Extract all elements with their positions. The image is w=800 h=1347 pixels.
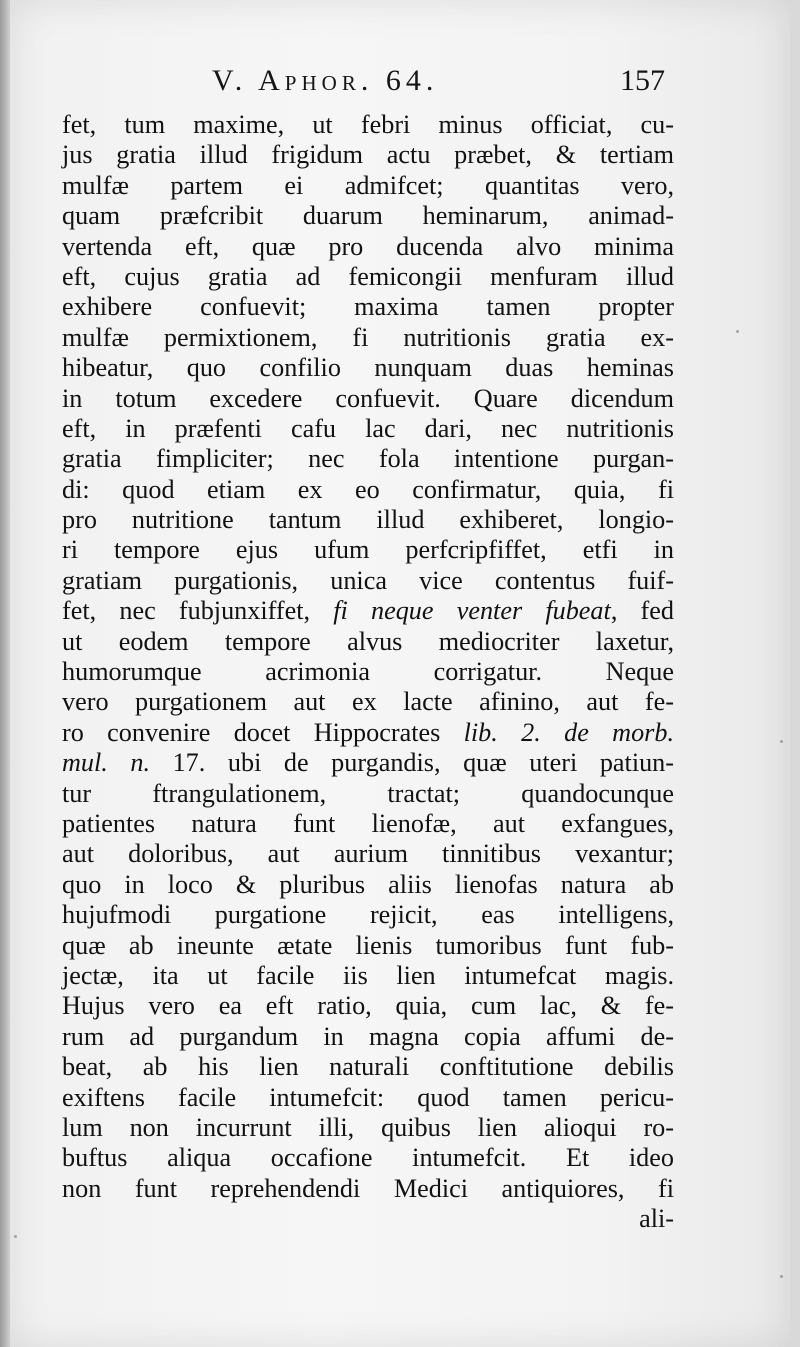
text-line bbox=[62, 110, 674, 140]
text-line bbox=[62, 839, 674, 869]
text-segment: di: quod etiam ex eo confirmatur, quia, fi bbox=[62, 474, 674, 504]
paper-speck bbox=[736, 330, 739, 333]
text-line bbox=[62, 414, 674, 444]
text-segment: gratiam purgationis, unica vice contentus fuif- bbox=[62, 565, 674, 595]
text-line bbox=[62, 1052, 674, 1082]
paper-speck bbox=[780, 740, 783, 743]
text-line bbox=[62, 1143, 674, 1173]
text-segment: pro nutritione tantum illud exhiberet, longio- bbox=[62, 505, 674, 535]
page-number: 157 bbox=[620, 64, 665, 97]
text-segment: quæ ab ineunte ætate lienis tumoribus funt fub- bbox=[62, 930, 674, 960]
text-segment: fet, tum maxime, ut febri minus officiat, cu- bbox=[62, 110, 674, 139]
text-line bbox=[62, 201, 674, 231]
paper-speck bbox=[14, 1235, 17, 1238]
text-line bbox=[62, 1113, 674, 1143]
text-segment: tur ftrangulationem, tractat; quandocunque bbox=[62, 778, 674, 808]
text-line bbox=[62, 961, 674, 991]
text-segment: eft, in præfenti cafu lac dari, nec nutritionis bbox=[62, 413, 674, 443]
text-segment: gratia fimpliciter; nec fola intentione purgan- bbox=[62, 444, 674, 474]
text-line bbox=[62, 384, 674, 414]
body-text bbox=[62, 110, 674, 1234]
text-segment: mulfæ permixtionem, fi nutritionis gratia ex- bbox=[62, 322, 674, 352]
text-segment: beat, ab his lien naturali conftitutione debilis bbox=[62, 1052, 674, 1082]
text-line bbox=[62, 171, 674, 201]
text-segment: 17. ubi de purgandis, quæ uteri patiun- bbox=[150, 748, 675, 778]
paper-speck bbox=[780, 1275, 783, 1278]
text-segment: Hujus vero ea eft ratio, quia, cum lac, & fe- bbox=[62, 991, 674, 1021]
text-segment: jectæ, ita ut facile iis lien intumefcat magis. bbox=[62, 960, 674, 990]
text-line bbox=[62, 1204, 674, 1234]
text-line bbox=[62, 931, 674, 961]
text-line bbox=[62, 991, 674, 1021]
text-line bbox=[62, 444, 674, 474]
text-segment: fet, nec fubjunxiffet, bbox=[62, 596, 334, 626]
text-segment: vero purgationem aut ex lacte afinino, aut fe- bbox=[62, 687, 674, 717]
text-segment: exhibere confuevit; maxima tamen propter bbox=[62, 292, 674, 322]
text-segment: quo in loco & pluribus aliis lienofas natura ab bbox=[62, 869, 674, 899]
text-line bbox=[62, 748, 674, 778]
text-segment: hibeatur, quo confilio nunquam duas heminas bbox=[62, 353, 674, 383]
text-segment: mulfæ partem ei admifcet; quantitas vero, bbox=[62, 170, 674, 200]
text-line bbox=[62, 657, 674, 687]
text-segment: eft, cujus gratia ad femicongii menfuram illud bbox=[62, 261, 674, 291]
text-segment: hujufmodi purgatione rejicit, eas intelligens, bbox=[62, 900, 674, 930]
text-segment: ali- bbox=[639, 1204, 674, 1234]
text-line bbox=[62, 535, 674, 565]
text-line bbox=[62, 870, 674, 900]
text-segment: exiftens facile intumefcit: quod tamen pericu- bbox=[62, 1082, 674, 1112]
text-line bbox=[62, 353, 674, 383]
text-segment: vertenda eft, quæ pro ducenda alvo minima bbox=[62, 231, 674, 261]
text-line bbox=[62, 475, 674, 505]
text-line bbox=[62, 323, 674, 353]
text-line bbox=[62, 232, 674, 262]
italic-citation: mul. n. bbox=[62, 748, 151, 778]
text-line bbox=[62, 809, 674, 839]
text-line bbox=[62, 1022, 674, 1052]
text-segment: in totum excedere confuevit. Quare dicendum bbox=[62, 383, 674, 413]
text-line bbox=[62, 292, 674, 322]
text-line bbox=[62, 779, 674, 809]
page-header bbox=[0, 60, 800, 106]
text-line bbox=[62, 566, 674, 596]
text-segment: quam præfcribit duarum heminarum, animad- bbox=[62, 201, 674, 231]
text-segment: aut doloribus, aut aurium tinnitibus vexantur; bbox=[62, 839, 674, 869]
italic-citation: lib. 2. de morb. bbox=[463, 717, 675, 747]
italic-citation: fi neque venter fubeat bbox=[333, 596, 611, 626]
text-line bbox=[62, 1174, 674, 1204]
text-segment: ri tempore ejus ufum perfcripfiffet, etfi in bbox=[62, 535, 674, 565]
text-line bbox=[62, 687, 674, 717]
text-segment: non funt reprehendendi Medici antiquiores, fi bbox=[62, 1173, 674, 1203]
text-segment: jus gratia illud frigidum actu præbet, & tertiam bbox=[62, 140, 674, 170]
text-segment: ut eodem tempore alvus mediocriter laxetur, bbox=[62, 626, 674, 656]
text-line bbox=[62, 1083, 674, 1113]
text-segment: rum ad purgandum in magna copia affumi de- bbox=[62, 1021, 674, 1051]
page-gutter-shadow bbox=[0, 0, 10, 1347]
text-line bbox=[62, 596, 674, 626]
text-segment: buftus aliqua occafione intumefcit. Et ideo bbox=[62, 1143, 674, 1173]
text-segment: ro convenire docet Hippocrates bbox=[62, 717, 464, 747]
running-head: V. Aphor. 64. bbox=[212, 64, 439, 97]
text-line bbox=[62, 718, 674, 748]
text-line bbox=[62, 505, 674, 535]
text-line bbox=[62, 140, 674, 170]
text-line bbox=[62, 262, 674, 292]
text-segment: lum non incurrunt illi, quibus lien alioqui ro- bbox=[62, 1112, 674, 1142]
text-segment: patientes natura funt lienofæ, aut exfangues, bbox=[62, 808, 674, 838]
text-line bbox=[62, 900, 674, 930]
text-segment: humorumque acrimonia corrigatur. Neque bbox=[62, 657, 674, 687]
text-line bbox=[62, 627, 674, 657]
text-segment: , fed bbox=[610, 596, 674, 626]
